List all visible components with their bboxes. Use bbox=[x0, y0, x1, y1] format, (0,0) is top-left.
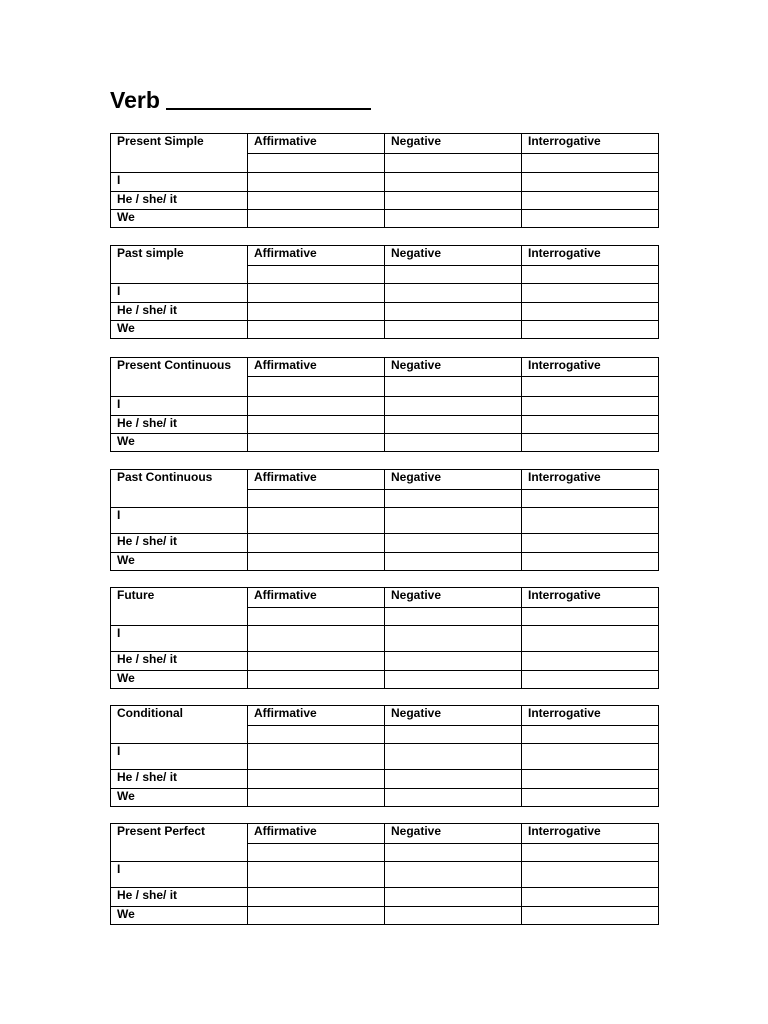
table-row bbox=[111, 907, 659, 925]
answer-cell[interactable] bbox=[522, 726, 659, 744]
pronoun-label: He / she/ it bbox=[111, 770, 248, 789]
answer-cell[interactable] bbox=[385, 770, 522, 789]
answer-cell[interactable] bbox=[522, 210, 659, 228]
pronoun-label: He / she/ it bbox=[111, 303, 248, 321]
column-header: Interrogative bbox=[522, 588, 659, 608]
table-row bbox=[111, 789, 659, 807]
table-row bbox=[111, 434, 659, 452]
answer-cell[interactable] bbox=[522, 321, 659, 339]
answer-cell[interactable] bbox=[248, 534, 385, 553]
table-row bbox=[111, 397, 659, 416]
table-row bbox=[111, 671, 659, 689]
table-row bbox=[111, 210, 659, 228]
table-row bbox=[111, 321, 659, 339]
tense-name: Present Simple bbox=[111, 134, 248, 173]
answer-cell[interactable] bbox=[522, 397, 659, 416]
table-row bbox=[111, 534, 659, 553]
answer-cell[interactable] bbox=[248, 652, 385, 671]
column-header: Affirmative bbox=[248, 588, 385, 608]
column-header: Negative bbox=[385, 706, 522, 726]
answer-cell[interactable] bbox=[385, 744, 522, 770]
answer-cell[interactable] bbox=[248, 303, 385, 321]
pronoun-label: I bbox=[111, 626, 248, 652]
tense-name: Conditional bbox=[111, 706, 248, 744]
answer-cell[interactable] bbox=[385, 726, 522, 744]
answer-cell[interactable] bbox=[248, 434, 385, 452]
table-row bbox=[111, 888, 659, 907]
column-header: Affirmative bbox=[248, 358, 385, 377]
pronoun-label: He / she/ it bbox=[111, 888, 248, 907]
pronoun-label: He / she/ it bbox=[111, 416, 248, 434]
column-header: Affirmative bbox=[248, 134, 385, 154]
column-header: Affirmative bbox=[248, 824, 385, 844]
answer-cell[interactable] bbox=[248, 789, 385, 807]
table-row bbox=[111, 744, 659, 770]
title-text: Verb bbox=[110, 87, 160, 113]
pronoun-label: We bbox=[111, 321, 248, 339]
answer-cell[interactable] bbox=[385, 377, 522, 397]
answer-cell[interactable] bbox=[385, 626, 522, 652]
pronoun-label: We bbox=[111, 434, 248, 452]
column-header: Interrogative bbox=[522, 824, 659, 844]
answer-cell[interactable] bbox=[385, 284, 522, 303]
answer-cell[interactable] bbox=[385, 303, 522, 321]
answer-cell[interactable] bbox=[522, 266, 659, 284]
answer-cell[interactable] bbox=[248, 284, 385, 303]
tense-table bbox=[110, 469, 659, 571]
tense-table bbox=[110, 357, 659, 452]
answer-cell[interactable] bbox=[248, 416, 385, 434]
pronoun-label: I bbox=[111, 284, 248, 303]
table-row bbox=[111, 770, 659, 789]
column-header: Affirmative bbox=[248, 706, 385, 726]
answer-cell[interactable] bbox=[248, 266, 385, 284]
answer-cell[interactable] bbox=[248, 844, 385, 862]
answer-cell[interactable] bbox=[385, 652, 522, 671]
answer-cell[interactable] bbox=[385, 266, 522, 284]
table-row bbox=[111, 284, 659, 303]
answer-cell[interactable] bbox=[248, 671, 385, 689]
pronoun-label: I bbox=[111, 508, 248, 534]
answer-cell[interactable] bbox=[522, 744, 659, 770]
column-header: Affirmative bbox=[248, 470, 385, 490]
answer-cell[interactable] bbox=[248, 553, 385, 571]
answer-cell[interactable] bbox=[522, 508, 659, 534]
answer-cell[interactable] bbox=[248, 490, 385, 508]
answer-cell[interactable] bbox=[248, 210, 385, 228]
answer-cell[interactable] bbox=[385, 553, 522, 571]
answer-cell[interactable] bbox=[385, 508, 522, 534]
tense-name: Past simple bbox=[111, 246, 248, 284]
answer-cell[interactable] bbox=[385, 862, 522, 888]
tense-table bbox=[110, 705, 659, 807]
answer-cell[interactable] bbox=[248, 626, 385, 652]
answer-cell[interactable] bbox=[522, 907, 659, 925]
answer-cell[interactable] bbox=[385, 416, 522, 434]
answer-cell[interactable] bbox=[522, 844, 659, 862]
answer-cell[interactable] bbox=[522, 608, 659, 626]
tense-name: Past Continuous bbox=[111, 470, 248, 508]
answer-cell[interactable] bbox=[248, 726, 385, 744]
page-title bbox=[110, 84, 371, 114]
table-row bbox=[111, 553, 659, 571]
answer-cell[interactable] bbox=[385, 888, 522, 907]
pronoun-label: We bbox=[111, 789, 248, 807]
answer-cell[interactable] bbox=[522, 416, 659, 434]
answer-cell[interactable] bbox=[385, 608, 522, 626]
answer-cell[interactable] bbox=[385, 210, 522, 228]
pronoun-label: He / she/ it bbox=[111, 534, 248, 553]
answer-cell[interactable] bbox=[522, 862, 659, 888]
column-header: Negative bbox=[385, 824, 522, 844]
column-header: Negative bbox=[385, 134, 522, 154]
table-row bbox=[111, 173, 659, 192]
answer-cell[interactable] bbox=[385, 671, 522, 689]
answer-cell[interactable] bbox=[385, 534, 522, 553]
pronoun-label: I bbox=[111, 744, 248, 770]
column-header: Negative bbox=[385, 246, 522, 266]
column-header: Interrogative bbox=[522, 246, 659, 266]
pronoun-label: We bbox=[111, 907, 248, 925]
answer-cell[interactable] bbox=[385, 397, 522, 416]
answer-cell[interactable] bbox=[522, 888, 659, 907]
answer-cell[interactable] bbox=[385, 789, 522, 807]
pronoun-label: We bbox=[111, 671, 248, 689]
verb-blank-line bbox=[166, 86, 371, 110]
answer-cell[interactable] bbox=[522, 192, 659, 210]
answer-cell[interactable] bbox=[522, 490, 659, 508]
table-row bbox=[111, 626, 659, 652]
column-header: Interrogative bbox=[522, 358, 659, 377]
answer-cell[interactable] bbox=[522, 284, 659, 303]
answer-cell[interactable] bbox=[522, 534, 659, 553]
answer-cell[interactable] bbox=[385, 173, 522, 192]
column-header: Interrogative bbox=[522, 470, 659, 490]
pronoun-label: He / she/ it bbox=[111, 192, 248, 210]
answer-cell[interactable] bbox=[385, 154, 522, 173]
tense-table bbox=[110, 587, 659, 689]
answer-cell[interactable] bbox=[248, 907, 385, 925]
answer-cell[interactable] bbox=[522, 626, 659, 652]
column-header: Negative bbox=[385, 358, 522, 377]
answer-cell[interactable] bbox=[248, 744, 385, 770]
tense-name: Future bbox=[111, 588, 248, 626]
answer-cell[interactable] bbox=[522, 434, 659, 452]
tense-table bbox=[110, 133, 659, 228]
answer-cell[interactable] bbox=[522, 671, 659, 689]
tense-table bbox=[110, 823, 659, 925]
answer-cell[interactable] bbox=[522, 303, 659, 321]
answer-cell[interactable] bbox=[522, 377, 659, 397]
table-row bbox=[111, 303, 659, 321]
tense-table bbox=[110, 245, 659, 339]
column-header: Affirmative bbox=[248, 246, 385, 266]
answer-cell[interactable] bbox=[248, 508, 385, 534]
answer-cell[interactable] bbox=[248, 397, 385, 416]
table-row bbox=[111, 862, 659, 888]
answer-cell[interactable] bbox=[385, 192, 522, 210]
pronoun-label: He / she/ it bbox=[111, 652, 248, 671]
answer-cell[interactable] bbox=[248, 608, 385, 626]
answer-cell[interactable] bbox=[248, 862, 385, 888]
answer-cell[interactable] bbox=[248, 321, 385, 339]
table-row bbox=[111, 416, 659, 434]
answer-cell[interactable] bbox=[248, 770, 385, 789]
answer-cell[interactable] bbox=[385, 907, 522, 925]
tense-name: Present Perfect bbox=[111, 824, 248, 862]
table-row bbox=[111, 508, 659, 534]
answer-cell[interactable] bbox=[248, 888, 385, 907]
answer-cell[interactable] bbox=[522, 154, 659, 173]
pronoun-label: I bbox=[111, 397, 248, 416]
column-header: Negative bbox=[385, 470, 522, 490]
column-header: Negative bbox=[385, 588, 522, 608]
answer-cell[interactable] bbox=[385, 434, 522, 452]
answer-cell[interactable] bbox=[522, 173, 659, 192]
answer-cell[interactable] bbox=[385, 490, 522, 508]
answer-cell[interactable] bbox=[522, 789, 659, 807]
answer-cell[interactable] bbox=[248, 173, 385, 192]
pronoun-label: We bbox=[111, 210, 248, 228]
answer-cell[interactable] bbox=[522, 553, 659, 571]
answer-cell[interactable] bbox=[248, 154, 385, 173]
table-row bbox=[111, 652, 659, 671]
answer-cell[interactable] bbox=[248, 192, 385, 210]
table-row bbox=[111, 192, 659, 210]
pronoun-label: We bbox=[111, 553, 248, 571]
column-header: Interrogative bbox=[522, 706, 659, 726]
answer-cell[interactable] bbox=[522, 770, 659, 789]
pronoun-label: I bbox=[111, 862, 248, 888]
pronoun-label: I bbox=[111, 173, 248, 192]
tense-name: Present Continuous bbox=[111, 358, 248, 397]
answer-cell[interactable] bbox=[385, 844, 522, 862]
answer-cell[interactable] bbox=[248, 377, 385, 397]
column-header: Interrogative bbox=[522, 134, 659, 154]
answer-cell[interactable] bbox=[385, 321, 522, 339]
answer-cell[interactable] bbox=[522, 652, 659, 671]
